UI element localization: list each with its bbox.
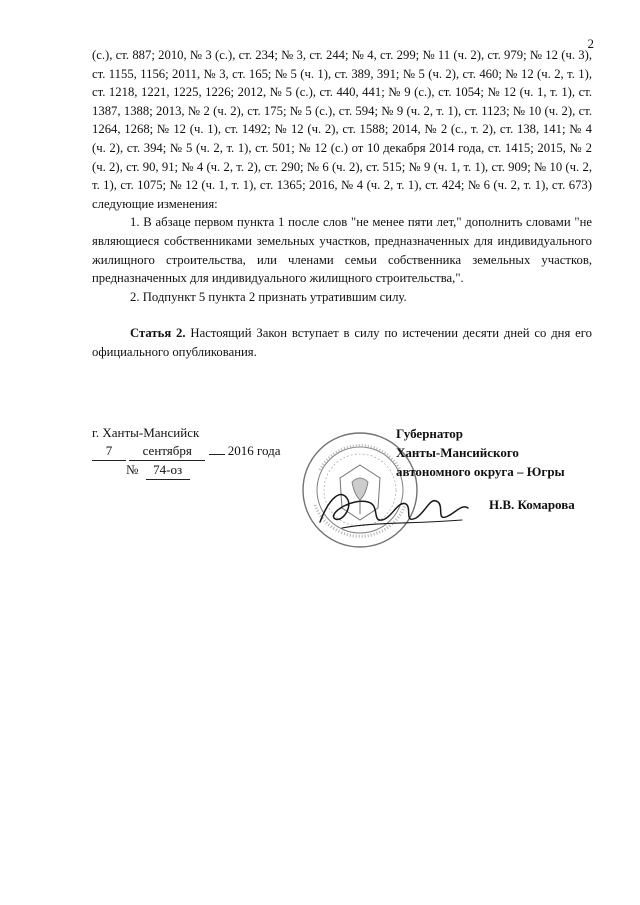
intro-paragraph: (с.), ст. 887; 2010, № 3 (с.), ст. 234; № 3, ст. 244; № 4, ст. 299; № 11 (ч. 2), ст. 979; № 12 (ч. 3), ст. 1155, 1156; 2011, № 3, ст. 165; № 5 (ч. 1), ст. 389, 391; № 5 (ч. 2), ст. 460; № 12 (ч. 2, т. 1), ст. 1218, 1221, 1225, 1226; 2012, № 5 (с.), ст. 440, 441; № 9 (с.), ст. 1054; № 12 (ч. 1, т. 1), ст. 1387, 1388; 2013, № 2 (ч. 2), ст. 175; № 5 (с.), ст. 594; № 9 (ч. 2, т. 1), ст. 1123; № 10 (ч. 2), ст. 1264, 1268; № 12 (ч. 1), ст. 1492; № 12 (ч. 2), ст. 1588; 2014, № 2 (с., т. 2), ст. 138, 141; № 4 (ч. 2), ст. 394; № 5 (ч. 2, т. 1), ст. 501; № 12 (с.) от 10 декабря 2014 года, ст. 1415; 2015, № 2 (ч. 2), ст. 90, 91; № 4 (ч. 2, т. 2), ст. 290; № 6 (ч. 2), ст. 515; № 9 (ч. 1, т. 1), ст. 909; № 10 (ч. 2, т. 1), ст. 1075; № 12 (ч. 1, т. 1), ст. 1365; 2016, № 4 (ч. 2, т. 1), ст. 424; № 6 (ч. 2, т. 1), ст. 673) следующие изменения: [92,48,592,211]
amendment-item-2: 2. Подпункт 5 пункта 2 признать утратившим силу. [130,289,407,304]
law-number-line [92,461,281,480]
governor-title [396,424,565,481]
governor-title-line-3: автономного округа – Югры [396,464,565,479]
signer-name: Н.В. Комарова [489,497,575,512]
governor-title-line-1: Губернатор [396,426,464,441]
amendment-item-1: 1. В абзаце первом пункта 1 после слов "не менее пяти лет," дополнить словами "не являющиеся собственниками земельных участков, предназначенных для индивидуального жилищного строительства, или членами семьи собственника земельных участков, предназначенных для индивидуального жилищного строительства,". [92,215,592,286]
city: г. Ханты-Мансийск [92,425,200,440]
page-number: 2 [587,36,594,51]
date-blank [209,454,225,455]
article-2-text: Настоящий Закон вступает в силу по истечении десяти дней со дня его официального опубликования. [92,326,592,359]
date-line [92,442,281,461]
article-2-label: Статья 2. [130,326,186,341]
document-body [92,46,592,362]
governor-title-line-2: Ханты-Мансийского [396,445,519,460]
number-sign: № [126,462,139,477]
date-day: 7 [92,442,126,461]
law-number: 74-оз [146,461,190,480]
date-year: 2016 года [227,443,281,458]
handwritten-signature [312,478,472,538]
place-date-block [92,424,281,480]
article-2-paragraph [92,324,592,361]
date-month: сентября [129,442,205,461]
